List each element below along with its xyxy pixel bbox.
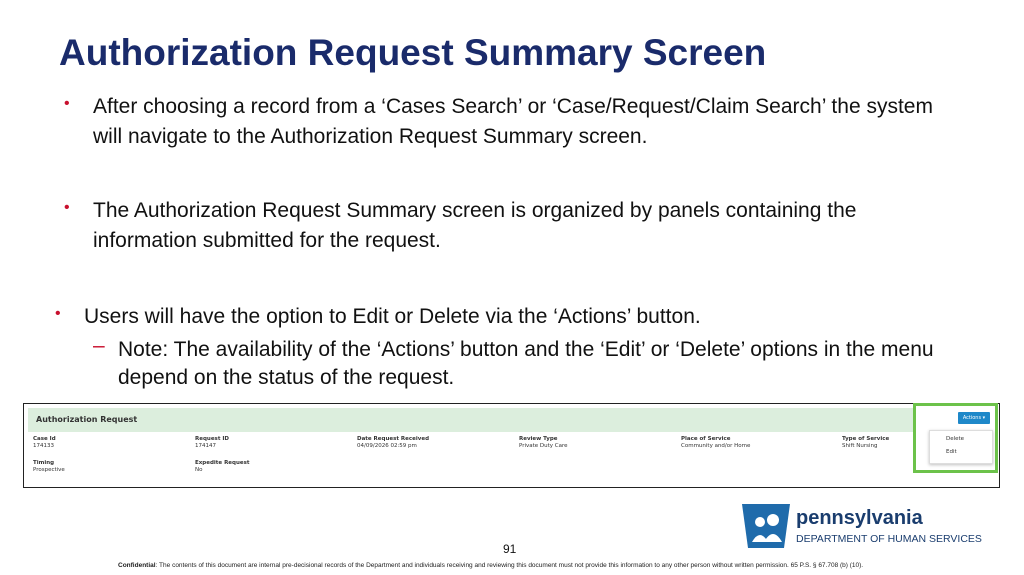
bullet-3 <box>55 302 964 332</box>
logo-pennsylvania: pennsylvania <box>796 507 923 529</box>
field-review-type <box>519 436 568 450</box>
bullet-2-text: The Authorization Request Summary screen is organized by panels containing the information submitted for the request. <box>93 199 857 252</box>
field-label: Type of Service <box>842 436 890 442</box>
bullet-1-text: After choosing a record from a ‘Cases Search’ or ‘Case/Request/Claim Search’ the system will navigate to the Authorization Request Summary screen. <box>93 95 933 148</box>
logo-department: DEPARTMENT OF HUMAN SERVICES <box>796 533 982 545</box>
panel-title: Authorization Request <box>36 415 138 424</box>
field-label: Timing <box>33 460 55 466</box>
field-value: 174133 <box>33 443 54 449</box>
field-label: Expedite Request <box>195 460 250 466</box>
field-label: Date Request Received <box>357 436 430 442</box>
bullet-dot: • <box>64 95 70 112</box>
authorization-request-panel <box>23 403 1000 488</box>
field-place-of-service <box>681 436 750 450</box>
menu-item-edit[interactable]: Edit <box>946 449 957 455</box>
field-label: Request ID <box>195 436 229 442</box>
bullet-dot: • <box>64 199 70 216</box>
bullet-2 <box>64 196 953 256</box>
field-timing <box>33 460 65 474</box>
field-value: 174147 <box>195 443 216 449</box>
field-value: Private Duty Care <box>519 443 568 449</box>
actions-menu <box>929 430 993 464</box>
slide-title: Authorization Request Summary Screen <box>59 32 767 73</box>
field-request-id <box>195 436 229 450</box>
field-date-request-received <box>357 436 429 450</box>
field-expedite-request <box>195 460 250 474</box>
bullet-dot: • <box>55 305 61 322</box>
field-value: 04/09/2026 02:59 pm <box>357 443 417 449</box>
bullet-3-text: Users will have the option to Edit or Delete via the ‘Actions’ button. <box>84 305 701 328</box>
field-label: Review Type <box>519 436 558 442</box>
sub-bullet-dash: – <box>93 334 105 357</box>
field-type-of-service <box>842 436 889 450</box>
field-case-id <box>33 436 56 450</box>
page-number: 91 <box>503 542 517 556</box>
keystone-logo-icon <box>740 502 792 550</box>
bullet-1 <box>64 92 953 152</box>
field-value: Prospective <box>33 467 65 473</box>
field-value: Community and/or Home <box>681 443 751 449</box>
panel-header <box>28 408 938 432</box>
field-value: No <box>195 467 203 473</box>
actions-button[interactable]: Actions ▾ <box>958 412 990 424</box>
sub-bullet <box>93 334 938 392</box>
footer-text: : The contents of this document are internal pre-decisional records of the Department and individuals receiving and reviewing this document must not provide this information to any other person without written permission. 65 P.S. § 67.708 (b) (10). <box>155 562 864 569</box>
confidential-footer <box>118 562 863 569</box>
field-label: Place of Service <box>681 436 731 442</box>
menu-item-delete[interactable]: Delete <box>946 436 965 442</box>
sub-bullet-text: Note: The availability of the ‘Actions’ button and the ‘Edit’ or ‘Delete’ options in the menu depend on the status of the request. <box>118 338 934 389</box>
field-label: Case Id <box>33 436 56 442</box>
footer-label: Confidential <box>118 562 156 569</box>
field-value: Shift Nursing <box>842 443 878 449</box>
